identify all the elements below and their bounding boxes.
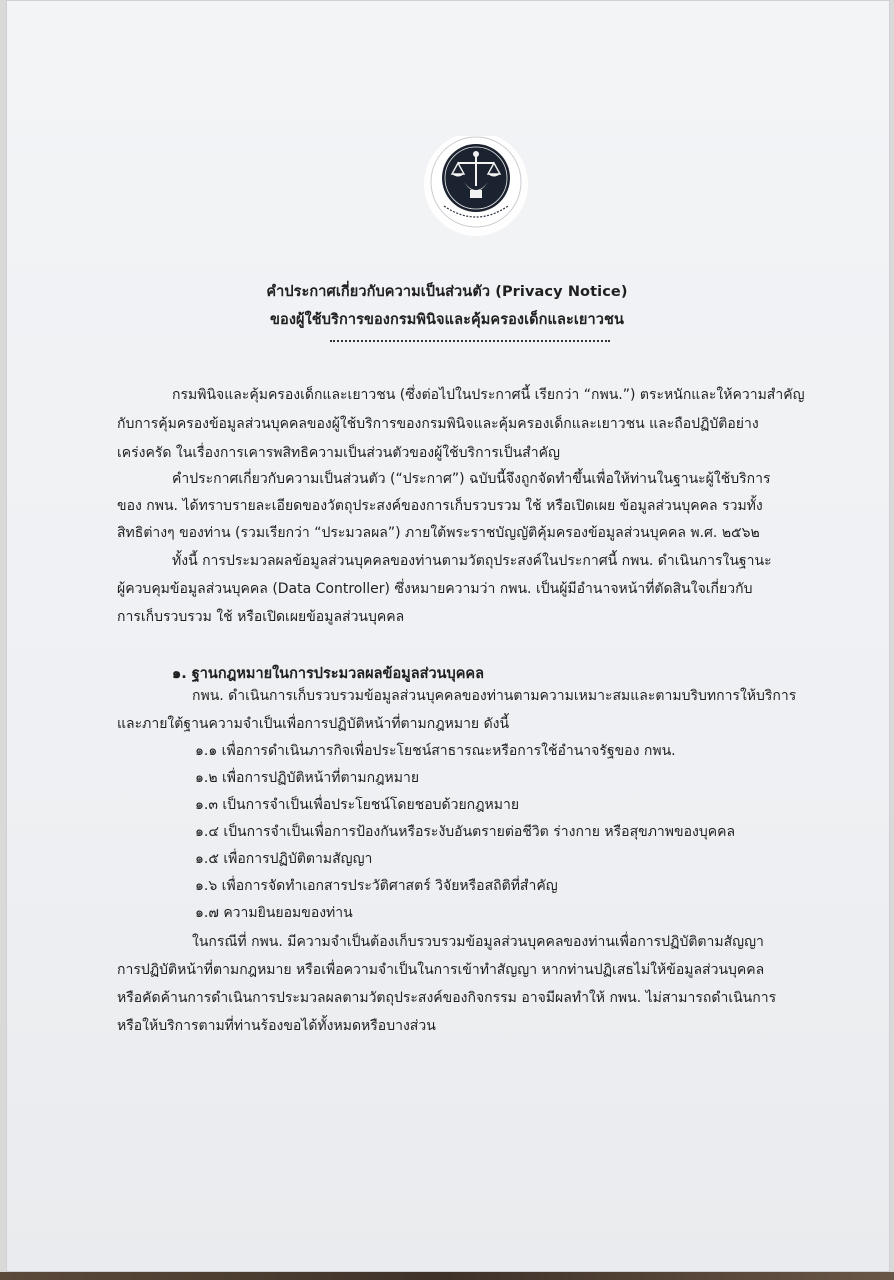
- intro-line: ผู้ควบคุมข้อมูลส่วนบุคคล (Data Controller) ซึ่งหมายความว่า กพน. เป็นผู้มีอำนาจหน้าที่ตัดสินใจเกี่ยวกับ: [117, 581, 753, 597]
- intro-line: กับการคุ้มครองข้อมูลส่วนบุคคลของผู้ใช้บริการของกรมพินิจและคุ้มครองเด็กและเยาวชน และถือปฏิบัติอย่าง: [117, 416, 759, 432]
- section-lead: กพน. ดำเนินการเก็บรวบรวมข้อมูลส่วนบุคคลของท่านตามความเหมาะสมและตามบริบทการให้บริการ: [192, 688, 797, 704]
- list-item: ๑.๗ ความยินยอมของท่าน: [195, 905, 353, 921]
- title-divider: [330, 340, 610, 342]
- closing-line: หรือให้บริการตามที่ท่านร้องขอได้ทั้งหมดหรือบางส่วน: [117, 1018, 436, 1034]
- intro-line: ของ กพน. ได้ทราบรายละเอียดของวัตถุประสงค์ของการเก็บรวบรวม ใช้ หรือเปิดเผย ข้อมูลส่วนบุคคล รวมทั้ง: [117, 498, 763, 514]
- intro-line: กรมพินิจและคุ้มครองเด็กและเยาวชน (ซึ่งต่อไปในประกาศนี้ เรียกว่า “กพน.”) ตระหนักและให้ความสำคัญ: [172, 387, 805, 403]
- department-seal-icon: [418, 136, 534, 236]
- list-item: ๑.๒ เพื่อการปฏิบัติหน้าที่ตามกฎหมาย: [195, 770, 420, 786]
- closing-line: ในกรณีที่ กพน. มีความจำเป็นต้องเก็บรวบรวมข้อมูลส่วนบุคคลของท่านเพื่อการปฏิบัติตามสัญญา: [192, 934, 764, 950]
- section-lead: และภายใต้ฐานความจำเป็นเพื่อการปฏิบัติหน้าที่ตามกฎหมาย ดังนี้: [117, 716, 510, 732]
- intro-line: สิทธิต่างๆ ของท่าน (รวมเรียกว่า “ประมวลผล”) ภายใต้พระราชบัญญัติคุ้มครองข้อมูลส่วนบุคคล พ.ศ. ๒๕๖๒: [117, 525, 760, 541]
- list-item: ๑.๕ เพื่อการปฏิบัติตามสัญญา: [195, 851, 373, 867]
- notice-title: คำประกาศเกี่ยวกับความเป็นส่วนตัว (Privacy Notice): [266, 284, 628, 300]
- intro-line: ทั้งนี้ การประมวลผลข้อมูลส่วนบุคคลของท่านตามวัตถุประสงค์ในประกาศนี้ กพน. ดำเนินการในฐานะ: [172, 553, 772, 569]
- notice-subtitle: ของผู้ใช้บริการของกรมพินิจและคุ้มครองเด็กและเยาวชน: [270, 312, 624, 328]
- closing-line: หรือคัดค้านการดำเนินการประมวลผลตามวัตถุประสงค์ของกิจกรรม อาจมีผลทำให้ กพน. ไม่สามารถดำเนินการ: [117, 990, 777, 1006]
- list-item: ๑.๑ เพื่อการดำเนินภารกิจเพื่อประโยชน์สาธารณะหรือการใช้อำนาจรัฐของ กพน.: [195, 743, 676, 759]
- closing-line: การปฏิบัติหน้าที่ตามกฎหมาย หรือเพื่อความจำเป็นในการเข้าทำสัญญา หากท่านปฏิเสธไม่ให้ข้อมูลส่วนบุคคล: [117, 962, 765, 978]
- list-item: ๑.๔ เป็นการจำเป็นเพื่อการป้องกันหรือระงับอันตรายต่อชีวิต ร่างกาย หรือสุขภาพของบุคคล: [195, 824, 736, 840]
- intro-line: การเก็บรวบรวม ใช้ หรือเปิดเผยข้อมูลส่วนบุคคล: [117, 609, 405, 625]
- intro-line: เคร่งครัด ในเรื่องการเคารพสิทธิความเป็นส่วนตัวของผู้ใช้บริการเป็นสำคัญ: [117, 445, 560, 461]
- list-item: ๑.๖ เพื่อการจัดทำเอกสารประวัติศาสตร์ วิจัยหรือสถิติที่สำคัญ: [195, 878, 558, 894]
- list-item: ๑.๓ เป็นการจำเป็นเพื่อประโยชน์โดยชอบด้วยกฎหมาย: [195, 797, 520, 813]
- intro-line: คำประกาศเกี่ยวกับความเป็นส่วนตัว (“ประกาศ”) ฉบับนี้จึงถูกจัดทำขึ้นเพื่อให้ท่านในฐานะผู้ใช้บริการ: [172, 471, 771, 487]
- table-edge: [0, 1272, 894, 1280]
- section-heading: ๑. ฐานกฎหมายในการประมวลผลข้อมูลส่วนบุคคล: [172, 666, 484, 682]
